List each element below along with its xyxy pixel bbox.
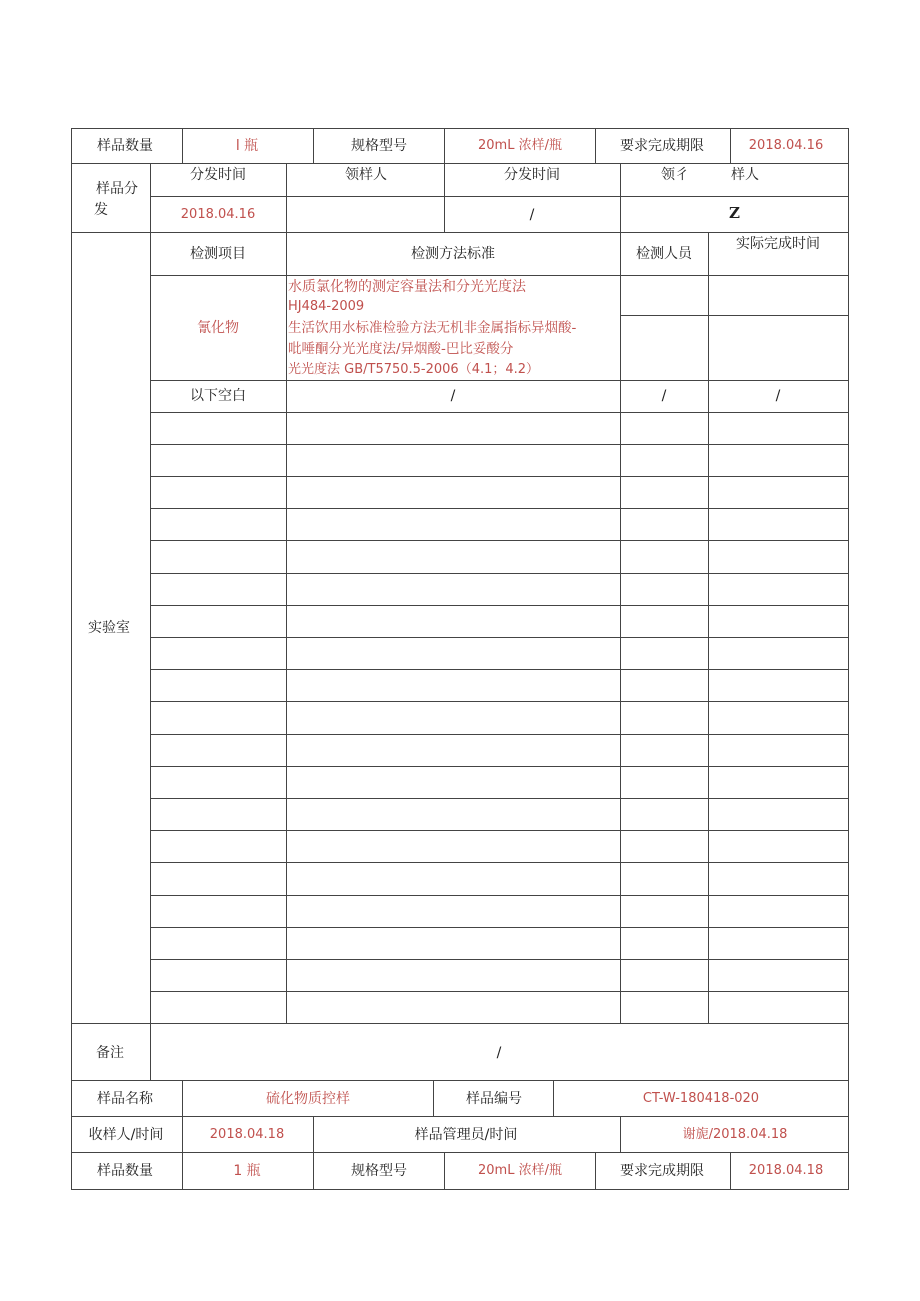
lab-item-cyanide: 氰化物 [197, 320, 239, 336]
bottom-qty-label: 样品数量 [97, 1163, 153, 1179]
bottom-name-value: 硫化物质控样 [266, 1091, 350, 1107]
bottom-id-label: 样品编号 [466, 1091, 522, 1107]
top-spec-label: 规格型号 [351, 138, 407, 154]
top-qty-value: l 瓶 [235, 138, 259, 154]
bottom-deadline-label: 要求完成期限 [620, 1163, 704, 1179]
lab-header-completion: 实际完成时间 [736, 236, 820, 252]
distribution-label-line2: 发 [94, 202, 108, 218]
blank-label: 以下空白 [190, 388, 246, 404]
dist-header-time-2: 分发时间 [504, 167, 560, 183]
bottom-manager-label: 样品管理员/时间 [414, 1127, 518, 1143]
bottom-receiver-value: 2018.04.18 [209, 1127, 285, 1142]
method1-line2: HJ484-2009 [288, 299, 365, 314]
dist-header-receiver: 领样人 [345, 167, 387, 183]
blank-slash-inspector: / [661, 388, 667, 404]
distribution-label-line1: 样品分 [96, 181, 138, 197]
dist-header-receiver-2b: 样人 [731, 167, 759, 183]
bottom-manager-value: 谢旎/2018.04.18 [682, 1127, 788, 1142]
bottom-receiver-label: 收样人/时间 [88, 1127, 164, 1143]
method1-line1: 水质氯化物的测定容量法和分光光度法 [288, 279, 526, 295]
top-deadline-label: 要求完成期限 [620, 138, 704, 154]
lab-label: 实验室 [88, 620, 130, 636]
top-spec-value: 20mL 浓样/瓶 [478, 138, 562, 153]
bottom-name-label: 样品名称 [97, 1091, 153, 1107]
bottom-id-value: CT-W-180418-020 [642, 1091, 760, 1106]
lab-header-method: 检测方法标准 [411, 246, 495, 262]
remarks-value: / [496, 1045, 502, 1061]
bottom-spec-label: 规格型号 [351, 1163, 407, 1179]
method2-line1: 生活饮用水标准检验方法无机非金属指标异烟酸- [288, 320, 577, 336]
dist-time-value: 2018.04.16 [180, 207, 256, 222]
lab-header-item: 检测项目 [190, 246, 246, 262]
dist-header-receiver-2a: 领彳 [661, 167, 689, 183]
bottom-qty-value: 1 瓶 [233, 1163, 261, 1179]
dist-time-2-value: / [529, 207, 535, 223]
lab-header-inspector: 检测人员 [636, 246, 692, 262]
blank-slash-method: / [450, 388, 456, 404]
method2-line2: 吡唾酮分光光度法/异烟酸-巴比妥酸分 [288, 341, 514, 357]
remarks-label: 备注 [96, 1045, 124, 1061]
dist-mark: Z [729, 204, 740, 222]
bottom-spec-value: 20mL 浓样/瓶 [478, 1163, 562, 1178]
top-deadline-value: 2018.04.16 [748, 138, 824, 153]
bottom-deadline-value: 2018.04.18 [748, 1163, 824, 1178]
method2-line3: 光光度法 GB/T5750.5-2006（4.1；4.2） [288, 362, 540, 377]
blank-slash-completion: / [775, 388, 781, 404]
dist-header-time: 分发时间 [190, 167, 246, 183]
top-qty-label: 样品数量 [97, 138, 153, 154]
